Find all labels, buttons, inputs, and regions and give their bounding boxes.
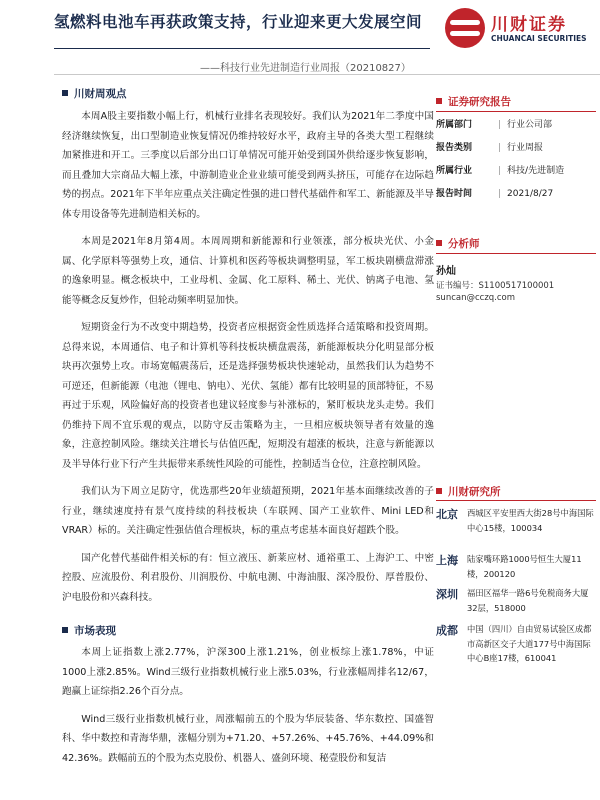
section-institute	[436, 484, 501, 499]
paragraph: Wind三级行业指数机械行业，周涨幅前五的个股为华辰装备、华东数控、国盛智科、华中数控和青海华鼎，涨幅分别为+71.20、+57.26%、+45.76%、+44.09%和42.36%。跌幅前五的个股为杰克股份、机器人、盛剑环境、秘壹股份和复洁	[62, 713, 434, 764]
square-bullet-icon	[62, 90, 68, 96]
office-address: 陆家嘴环路1000号恒生大厦11楼，200120	[467, 554, 582, 579]
title-underline	[54, 48, 430, 49]
logo-mark-icon	[445, 8, 485, 48]
square-bullet-icon	[436, 488, 442, 494]
info-value: 行业周报	[507, 143, 544, 153]
section-weekly-view	[62, 86, 127, 101]
paragraph: 国产化替代基础件相关标的有：恒立液压、新莱应材、通裕重工、上海沪工、中密控股、应流股份、利君股份、川润股份、中航电测、中海油服、深冷股份、厚普股份、沪电股份和兴森科技。	[62, 552, 434, 603]
office-beijing	[436, 506, 598, 550]
info-key: 报告类别	[436, 143, 473, 153]
analyst-divider	[436, 253, 596, 254]
weekly-view-body	[62, 107, 434, 607]
info-row-date: 报告时间 | 2021/8/27	[436, 186, 553, 199]
section-title: 川财周观点	[74, 88, 127, 100]
office-address: 中国（四川）自由贸易试验区成都市高新区交子大道177号中海国际中心B座17楼，610041	[467, 624, 592, 663]
office-chengdu	[436, 622, 598, 684]
office-city: 上海	[436, 554, 458, 567]
logo-name: 川财证券	[491, 15, 567, 35]
office-shanghai	[436, 552, 598, 582]
office-city: 北京	[436, 508, 458, 521]
paragraph: 我们认为下周立足防守，优选那些20年业绩超预期，2021年基本面继续改善的子行业，继续速度持有景气度持续的科技板块（车联网、国产工业软件、Mini LED和VRAR）标的。关注确定性强估值合理板块，标的重点考虑基本面良好超跌个股。	[62, 486, 434, 536]
analyst-name: 孙灿	[436, 266, 456, 277]
office-city: 深圳	[436, 588, 458, 601]
section-title: 分析师	[448, 238, 480, 250]
info-row-department: 所属部门 | 行业公司部	[436, 117, 552, 130]
office-address: 西城区平安里西大街28号中海国际中心15楼，100034	[467, 508, 594, 533]
info-key: 报告时间	[436, 189, 473, 199]
market-body	[62, 643, 434, 768]
square-bullet-icon	[436, 240, 442, 246]
section-analyst	[436, 236, 480, 251]
info-value: 科技/先进制造	[507, 166, 565, 176]
institute-divider	[436, 500, 596, 501]
paragraph: 本周上证指数上涨2.77%，沪深300上涨1.21%，创业板综上涨1.78%，中证1000上涨2.85%。Wind三级行业指数机械行业上涨5.03%，行业涨幅周排名12/67，跑赢上证综指2.26个百分点。	[62, 647, 434, 697]
info-value: 行业公司部	[507, 120, 553, 130]
paragraph: 本周A股主要指数小幅上行，机械行业排名表现较好。我们认为2021年二季度中国经济继续恢复，出口型制造业恢复情况仍维持较好水平，政府主导的各类大型工程继续加紧推进和开工。三季度以后部分出口订单情况可能开始受到国外供给逐步恢复影响，而且叠加大宗商品大幅上涨，中游制造业企业业绩可能受到两头挤压，可能存在边际趋势的拐点。2021年下半年应重点关注确定性强的进口替代基础件和军工、新能源及半导体专用设备等先进制造相关标的。	[62, 111, 434, 220]
square-bullet-icon	[436, 98, 442, 104]
info-row-industry: 所属行业 | 科技/先进制造	[436, 163, 564, 176]
info-row-category: 报告类别 | 行业周报	[436, 140, 543, 153]
square-bullet-icon	[62, 627, 68, 633]
office-address: 福田区福华一路6号免税商务大厦32层，518000	[467, 588, 589, 613]
header-divider	[54, 74, 600, 75]
brand-logo	[445, 8, 595, 50]
office-shenzhen	[436, 586, 598, 616]
section-market	[62, 623, 116, 638]
logo-english-name: CHUANCAI SECURITIES	[491, 34, 587, 43]
section-title: 川财研究所	[448, 486, 501, 498]
report-title: 氢燃料电池车再获政策支持，行业迎来更大发展空间	[54, 13, 423, 31]
paragraph: 本周是2021年8月第4周。本周周期和新能源和行业领涨，部分板块光伏、小金属、化学原料等强势上攻，通信、计算机和医药等板块调整明显，军工板块剧横盘滞涨的逸象明显。概念板块中，工业母机、金属、化工原料、稀土、光伏、钠离子电池、氢能等概念反复炒作，但轮动频率明显加快。	[62, 236, 434, 306]
section-title: 市场表现	[74, 625, 116, 637]
section-report-info	[436, 94, 511, 109]
info-key: 所属部门	[436, 120, 473, 130]
section-title: 证券研究报告	[448, 96, 511, 108]
info-key: 所属行业	[436, 166, 473, 176]
info-value: 2021/8/27	[507, 189, 554, 199]
report-info-divider	[436, 111, 596, 112]
office-city: 成都	[436, 624, 458, 637]
report-subtitle: ——科技行业先进制造行业周报（20210827）	[200, 63, 411, 74]
analyst-cert: 证书编号：S1100517100001	[436, 281, 555, 291]
analyst-email[interactable]: suncan@cczq.com	[436, 293, 516, 303]
paragraph: 短期资金行为不改变中期趋势，投资者应根据资金性质选择合适策略和投资周期。总得来说，本周通信、电子和计算机等科技板块横盘震荡，新能源板块分化明显部分板块再次强势上攻。市场宽幅震荡后，还是选择强势板块快速轮动，虽然我们认为趋势不可逆还，但新能源（电池（锂电、钠电）、光伏、氢能）都有比较明显的顶部特征，不易再过于乐观，风险偏好高的投资者也建议轻度参与补涨标的，紧盯板块龙头走势。我们仍维持下周不宜乐观的观点，以防守反击策略为主，一旦相应板块领导者有效量的逸象，注意控制风险。继续关注增长与估值匹配，短期没有超涨的板块，注意与新能源以及半导体行业下行产生共振带来系统性风险的可能性，控制适当仓位，注意控制风险。	[62, 322, 434, 470]
